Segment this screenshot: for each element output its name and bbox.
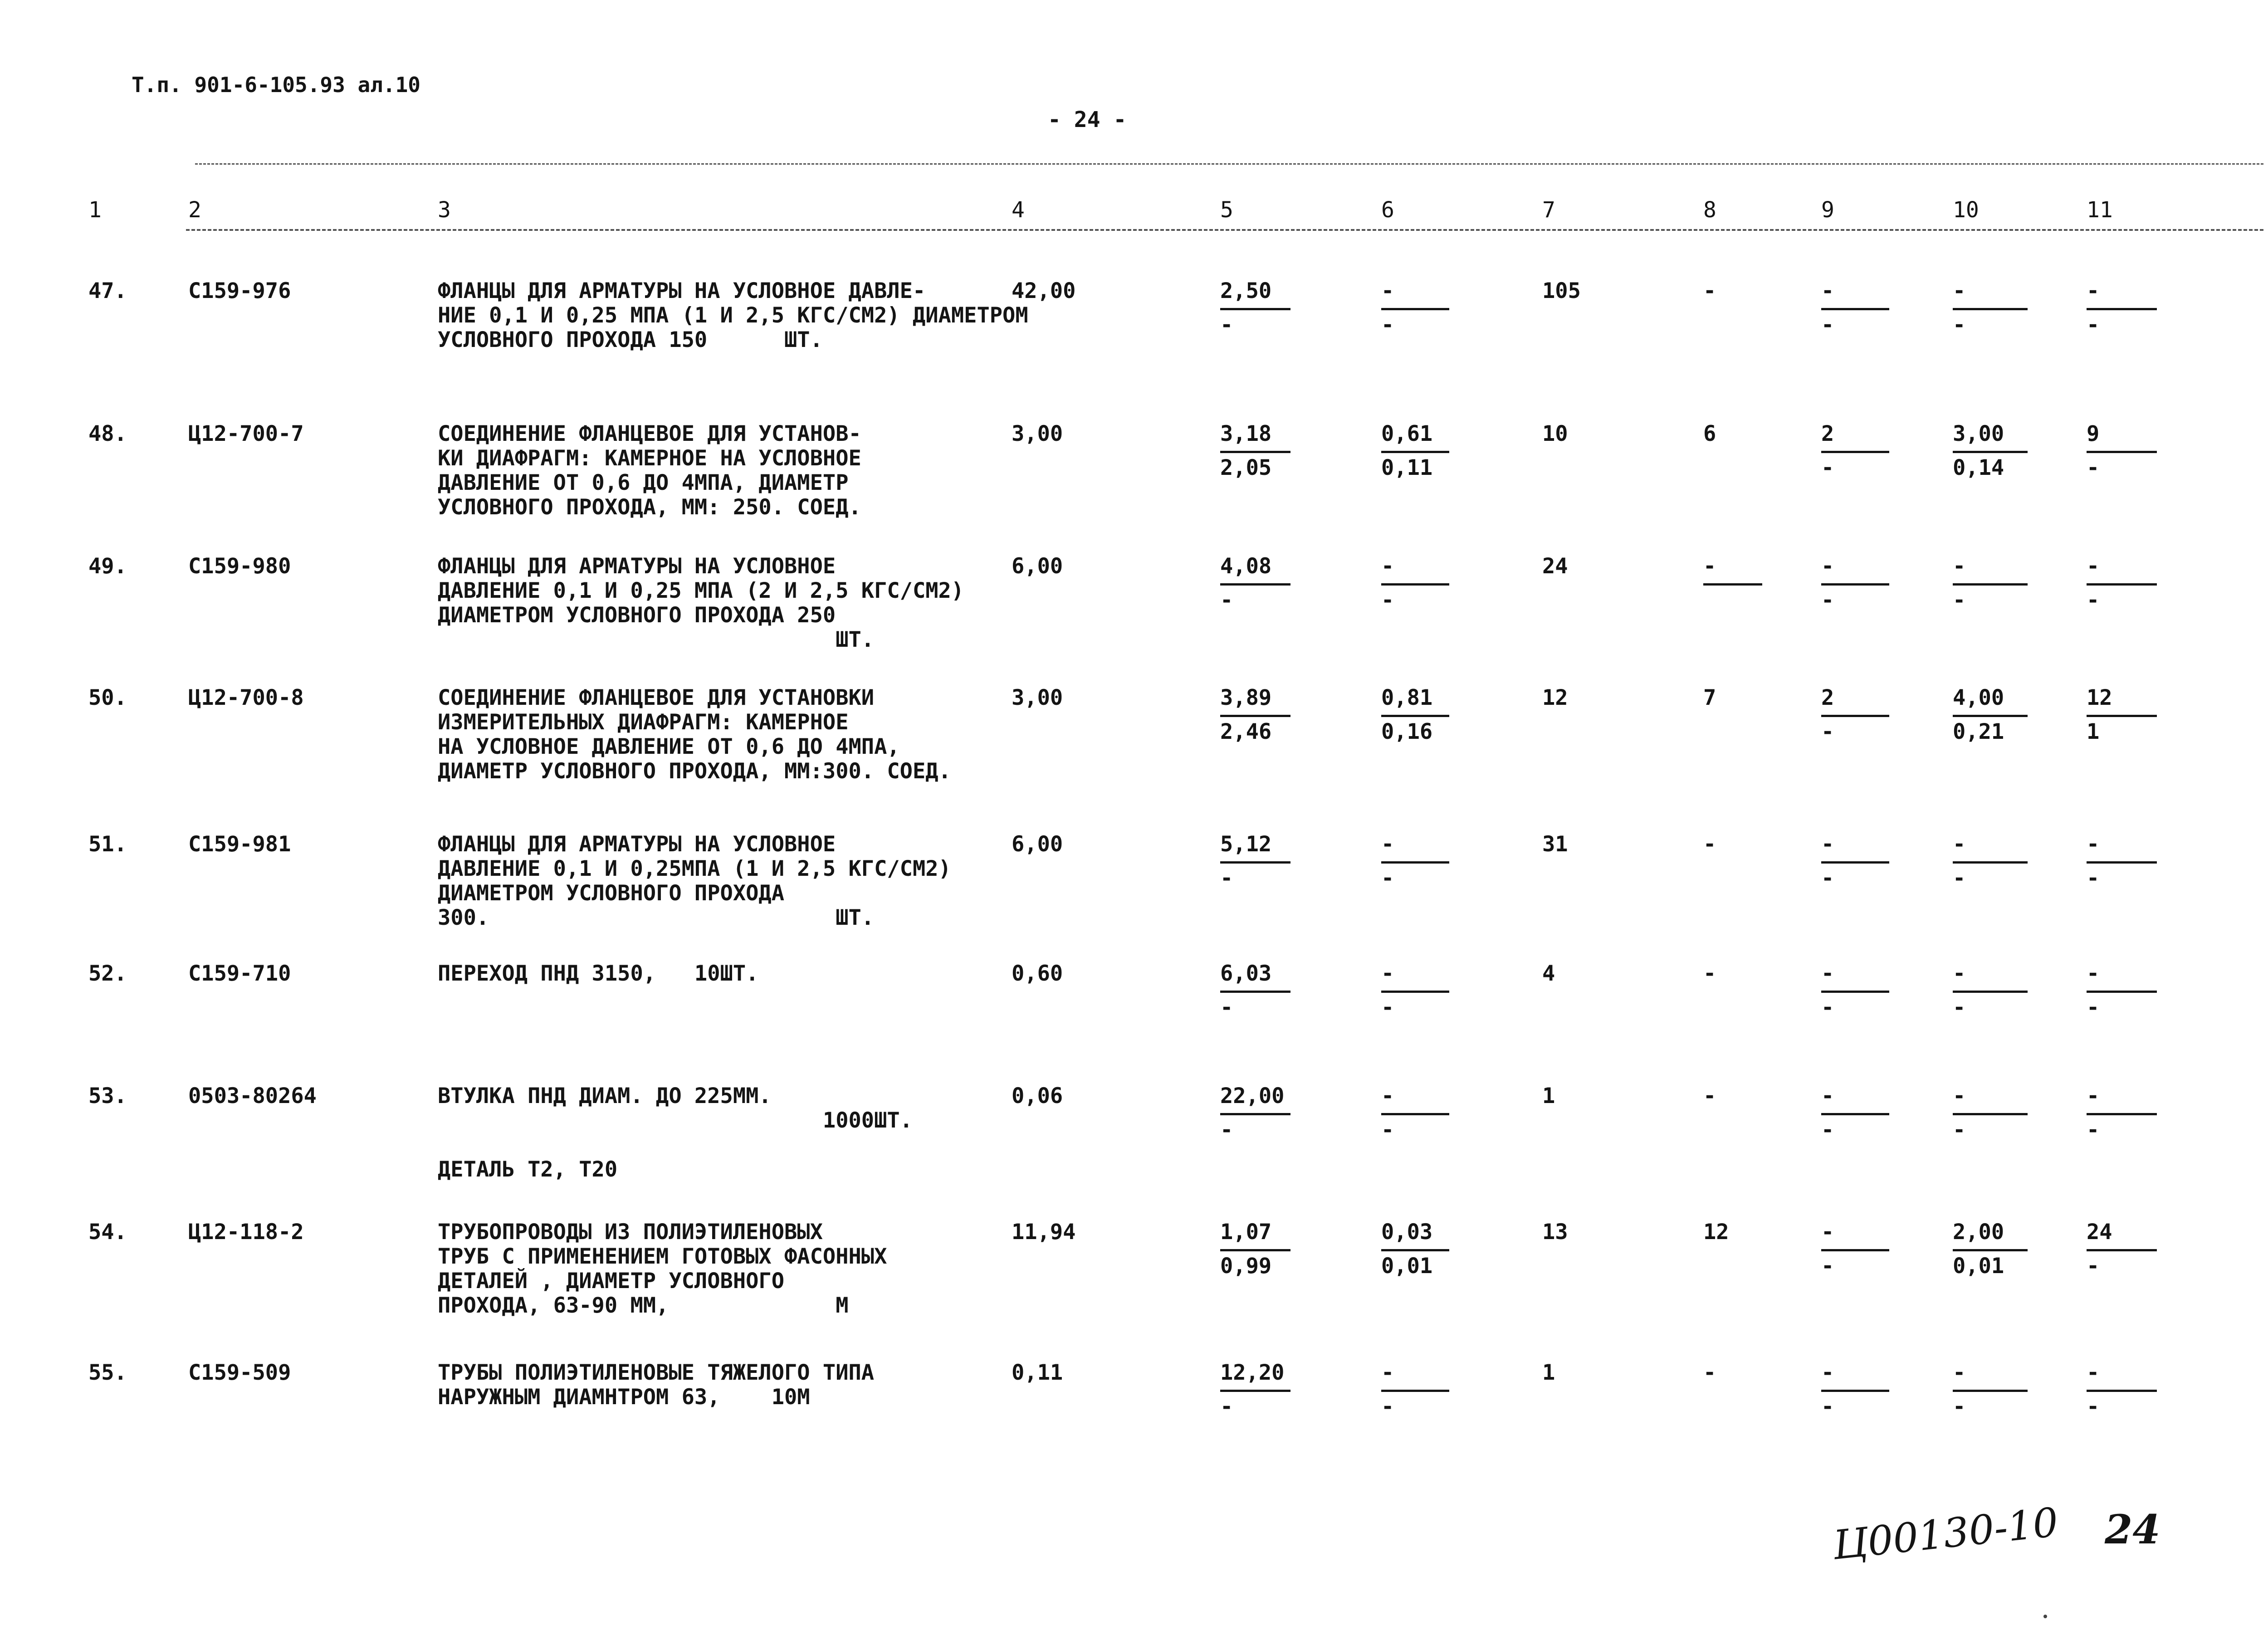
fraction-bar bbox=[1381, 861, 1449, 864]
fraction-bar bbox=[1953, 991, 2028, 993]
description-line: ДИАМЕТРОМ УСЛОВНОГО ПРОХОДА bbox=[438, 881, 785, 906]
fraction-numerator: - bbox=[1381, 554, 1394, 579]
fraction-col5 bbox=[1220, 1084, 1290, 1142]
fraction-col6 bbox=[1381, 279, 1449, 337]
col7-value: 13 bbox=[1542, 1220, 1568, 1245]
fraction-col6 bbox=[1381, 686, 1449, 744]
fraction-numerator: 12 bbox=[2087, 685, 2112, 710]
fraction-denominator: - bbox=[1821, 455, 1834, 480]
fraction-bar bbox=[1381, 451, 1449, 453]
fraction-denominator: 2,05 bbox=[1220, 455, 1272, 480]
fraction-denominator: - bbox=[1220, 588, 1233, 613]
fraction-denominator: - bbox=[1821, 719, 1834, 744]
fraction-denominator: - bbox=[1953, 312, 1966, 337]
work-description bbox=[438, 1084, 913, 1182]
fraction-bar bbox=[1953, 715, 2028, 717]
fraction-col9 bbox=[1821, 279, 1889, 337]
fraction-denominator: 0,99 bbox=[1220, 1254, 1272, 1279]
work-description bbox=[438, 422, 861, 520]
description-line: СОЕДИНЕНИЕ ФЛАНЦЕВОЕ ДЛЯ УСТАНОВ- bbox=[438, 421, 861, 446]
fraction-numerator: 24 bbox=[2087, 1220, 2112, 1245]
column-number-2: 2 bbox=[188, 197, 201, 223]
fraction-denominator: - bbox=[1953, 866, 1966, 891]
description-line: НИЕ 0,1 И 0,25 МПА (1 И 2,5 КГС/СМ2) ДИАМЕТРОМ bbox=[438, 303, 1028, 328]
fraction-col6 bbox=[1381, 832, 1449, 891]
quantity: 0,06 bbox=[1012, 1084, 1063, 1108]
fraction-numerator: - bbox=[1381, 1360, 1394, 1385]
fraction-bar bbox=[1821, 1113, 1889, 1115]
work-description bbox=[438, 962, 758, 986]
col8-value: 7 bbox=[1703, 685, 1716, 710]
col8-value: - bbox=[1703, 961, 1716, 986]
fraction-col10 bbox=[1953, 1361, 2028, 1419]
description-line: ПЕРЕХОД ПНД 3150, 10ШТ. bbox=[438, 961, 759, 986]
row-number: 54. bbox=[88, 1220, 127, 1245]
fraction-numerator: - bbox=[1821, 278, 1834, 303]
col7-value: 105 bbox=[1542, 278, 1581, 303]
column-number-1: 1 bbox=[88, 197, 102, 223]
fraction-numerator: - bbox=[2087, 1360, 2100, 1385]
fraction-numerator: - bbox=[2087, 961, 2100, 986]
fraction-bar bbox=[1703, 583, 1762, 586]
fraction-numerator: 4,00 bbox=[1953, 685, 2004, 710]
fraction-col6 bbox=[1381, 554, 1449, 613]
row-number: 52. bbox=[88, 961, 127, 986]
col7-value: 12 bbox=[1542, 685, 1568, 710]
fraction-col6 bbox=[1381, 1361, 1449, 1419]
col7-value: 1 bbox=[1542, 1360, 1555, 1385]
fraction-bar bbox=[1821, 583, 1889, 586]
fraction-bar bbox=[2087, 1249, 2157, 1251]
description-line: ИЗМЕРИТЕЛЬНЫХ ДИАФРАГМ: КАМЕРНОЕ bbox=[438, 710, 849, 735]
fraction-denominator: 2,46 bbox=[1220, 719, 1272, 744]
fraction-numerator: 4,08 bbox=[1220, 554, 1272, 579]
fraction-col9 bbox=[1821, 1361, 1889, 1419]
col8-value: 12 bbox=[1703, 1220, 1729, 1245]
fraction-bar bbox=[1381, 1249, 1449, 1251]
fraction-numerator: - bbox=[1953, 1084, 1966, 1108]
description-line: ДИАМЕТРОМ УСЛОВНОГО ПРОХОДА 250 bbox=[438, 603, 836, 628]
fraction-col11 bbox=[2087, 279, 2157, 337]
quantity: 11,94 bbox=[1012, 1220, 1076, 1245]
handwritten-code: Ц00130-10 bbox=[1830, 1499, 2061, 1569]
fraction-col5 bbox=[1220, 962, 1290, 1020]
col7-value: 31 bbox=[1542, 832, 1568, 857]
description-line: ТРУБОПРОВОДЫ ИЗ ПОЛИЭТИЛЕНОВЫХ bbox=[438, 1220, 823, 1245]
price-code: 0503-80264 bbox=[188, 1084, 317, 1108]
fraction-numerator: - bbox=[2087, 278, 2100, 303]
fraction-col5 bbox=[1220, 686, 1290, 744]
fraction-col11 bbox=[2087, 962, 2157, 1020]
col8-value: - bbox=[1703, 1360, 1716, 1385]
row-number: 53. bbox=[88, 1084, 127, 1108]
price-code: С159-710 bbox=[188, 961, 291, 986]
fraction-col6 bbox=[1381, 1220, 1449, 1279]
fraction-bar bbox=[1220, 715, 1290, 717]
fraction-numerator: 0,61 bbox=[1381, 421, 1433, 446]
fraction-denominator: - bbox=[2087, 866, 2100, 891]
description-line: ПРОХОДА, 63-90 ММ, М bbox=[438, 1293, 849, 1318]
fraction-col10 bbox=[1953, 279, 2028, 337]
fraction-numerator: - bbox=[1821, 1360, 1834, 1385]
fraction-denominator bbox=[1703, 588, 1762, 613]
fraction-denominator: - bbox=[1381, 312, 1394, 337]
description-line: ДИАМЕТР УСЛОВНОГО ПРОХОДА, ММ:300. СОЕД. bbox=[438, 759, 951, 784]
fraction-col11 bbox=[2087, 422, 2157, 480]
price-code: С159-976 bbox=[188, 278, 291, 303]
fraction-col6 bbox=[1381, 962, 1449, 1020]
quantity: 0,11 bbox=[1012, 1360, 1063, 1385]
description-line: ФЛАНЦЫ ДЛЯ АРМАТУРЫ НА УСЛОВНОЕ ДАВЛЕ- bbox=[438, 278, 926, 303]
description-line: СОЕДИНЕНИЕ ФЛАНЦЕВОЕ ДЛЯ УСТАНОВКИ bbox=[438, 685, 875, 710]
work-description bbox=[438, 832, 951, 930]
fraction-numerator: 3,89 bbox=[1220, 685, 1272, 710]
fraction-col9 bbox=[1821, 554, 1889, 613]
fraction-col9 bbox=[1821, 1220, 1889, 1279]
fraction-denominator: - bbox=[1381, 1394, 1394, 1419]
fraction-bar bbox=[1220, 991, 1290, 993]
fraction-numerator: - bbox=[1821, 832, 1834, 857]
fraction-numerator: - bbox=[1821, 961, 1834, 986]
fraction-numerator: - bbox=[1953, 832, 1966, 857]
fraction-col10 bbox=[1953, 422, 2028, 480]
column-number-4: 4 bbox=[1012, 197, 1025, 223]
fraction-col5 bbox=[1220, 1220, 1290, 1279]
fraction-denominator: - bbox=[1821, 866, 1834, 891]
fraction-col10 bbox=[1953, 1220, 2028, 1279]
fraction-bar bbox=[1821, 861, 1889, 864]
fraction-denominator: - bbox=[2087, 1254, 2100, 1279]
description-line: ДАВЛЕНИЕ 0,1 И 0,25МПА (1 И 2,5 КГС/СМ2) bbox=[438, 856, 951, 881]
fraction-bar bbox=[1381, 1390, 1449, 1392]
fraction-numerator: - bbox=[1953, 554, 1966, 579]
fraction-col9 bbox=[1821, 962, 1889, 1020]
col7-value: 24 bbox=[1542, 554, 1568, 579]
fraction-numerator: 0,03 bbox=[1381, 1220, 1433, 1245]
fraction-bar bbox=[2087, 308, 2157, 310]
fraction-numerator: - bbox=[2087, 832, 2100, 857]
fraction-numerator: 9 bbox=[2087, 421, 2100, 446]
fraction-numerator: 3,00 bbox=[1953, 421, 2004, 446]
description-line: ВТУЛКА ПНД ДИАМ. ДО 225ММ. bbox=[438, 1084, 772, 1108]
description-line: ТРУБ С ПРИМЕНЕНИЕМ ГОТОВЫХ ФАСОННЫХ bbox=[438, 1244, 887, 1269]
fraction-numerator: 12,20 bbox=[1220, 1360, 1285, 1385]
fraction-col11 bbox=[2087, 1084, 2157, 1142]
fraction-col9 bbox=[1821, 422, 1889, 480]
fraction-bar bbox=[2087, 1390, 2157, 1392]
description-line: 1000ШТ. bbox=[438, 1108, 913, 1133]
fraction-denominator: 0,01 bbox=[1953, 1254, 2004, 1279]
fraction-denominator: 0,16 bbox=[1381, 719, 1433, 744]
fraction-col11 bbox=[2087, 554, 2157, 613]
fraction-bar bbox=[1220, 1113, 1290, 1115]
quantity: 0,60 bbox=[1012, 961, 1063, 986]
fraction-numerator: 1,07 bbox=[1220, 1220, 1272, 1245]
fraction-denominator: 0,01 bbox=[1381, 1254, 1433, 1279]
fraction-bar bbox=[1220, 1390, 1290, 1392]
fraction-bar bbox=[1381, 583, 1449, 586]
fraction-bar bbox=[2087, 715, 2157, 717]
fraction-bar bbox=[1821, 308, 1889, 310]
fraction-bar bbox=[2087, 583, 2157, 586]
fraction-denominator: - bbox=[2087, 1394, 2100, 1419]
fraction-bar bbox=[1953, 451, 2028, 453]
col8-value: - bbox=[1703, 278, 1716, 303]
fraction-denominator: - bbox=[2087, 455, 2100, 480]
description-line: КИ ДИАФРАГМ: КАМЕРНОЕ НА УСЛОВНОЕ bbox=[438, 446, 861, 471]
column-number-7: 7 bbox=[1542, 197, 1555, 223]
work-description bbox=[438, 279, 1028, 352]
fraction-bar bbox=[1220, 308, 1290, 310]
work-description bbox=[438, 1220, 887, 1318]
fraction-bar bbox=[1821, 1249, 1889, 1251]
description-line: УСЛОВНОГО ПРОХОДА 150 ШТ. bbox=[438, 327, 823, 352]
work-description bbox=[438, 686, 951, 784]
fraction-bar bbox=[2087, 1113, 2157, 1115]
col8-value: - bbox=[1703, 832, 1716, 857]
price-code: Ц12-118-2 bbox=[188, 1220, 304, 1245]
description-line: ДАВЛЕНИЕ ОТ 0,6 ДО 4МПА, ДИАМЕТР bbox=[438, 470, 849, 495]
fraction-numerator: - bbox=[1953, 1360, 1966, 1385]
fraction-bar bbox=[1821, 715, 1889, 717]
description-line: ТРУБЫ ПОЛИЭТИЛЕНОВЫЕ ТЯЖЕЛОГО ТИПА bbox=[438, 1360, 875, 1385]
fraction-col8 bbox=[1703, 554, 1762, 613]
row-number: 47. bbox=[88, 278, 127, 303]
col8-value: - bbox=[1703, 1084, 1716, 1108]
fraction-denominator: - bbox=[1821, 312, 1834, 337]
fraction-bar bbox=[1953, 861, 2028, 864]
fraction-bar bbox=[2087, 861, 2157, 864]
description-line: 300. ШТ. bbox=[438, 905, 875, 930]
fraction-denominator: - bbox=[1381, 866, 1394, 891]
fraction-numerator: - bbox=[1703, 554, 1716, 579]
table-top-rule bbox=[195, 163, 2263, 165]
fraction-denominator: - bbox=[1220, 866, 1233, 891]
fraction-denominator: - bbox=[1821, 995, 1834, 1020]
fraction-bar bbox=[1381, 1113, 1449, 1115]
fraction-col6 bbox=[1381, 1084, 1449, 1142]
fraction-bar bbox=[1381, 991, 1449, 993]
fraction-numerator: 2,50 bbox=[1220, 278, 1272, 303]
fraction-col5 bbox=[1220, 554, 1290, 613]
fraction-col5 bbox=[1220, 1361, 1290, 1419]
fraction-col11 bbox=[2087, 686, 2157, 744]
page-number: - 24 - bbox=[1048, 107, 1127, 132]
ink-dot bbox=[2043, 1615, 2047, 1618]
fraction-bar bbox=[1220, 1249, 1290, 1251]
quantity: 42,00 bbox=[1012, 278, 1076, 303]
fraction-numerator: - bbox=[1821, 1220, 1834, 1245]
fraction-col11 bbox=[2087, 1220, 2157, 1279]
fraction-col9 bbox=[1821, 686, 1889, 744]
column-number-5: 5 bbox=[1220, 197, 1233, 223]
work-description bbox=[438, 554, 964, 652]
fraction-denominator: - bbox=[1821, 1118, 1834, 1142]
fraction-denominator: - bbox=[2087, 588, 2100, 613]
fraction-col11 bbox=[2087, 832, 2157, 891]
description-line: ФЛАНЦЫ ДЛЯ АРМАТУРЫ НА УСЛОВНОЕ bbox=[438, 832, 836, 857]
description-line: ФЛАНЦЫ ДЛЯ АРМАТУРЫ НА УСЛОВНОЕ bbox=[438, 554, 836, 579]
fraction-denominator: 0,11 bbox=[1381, 455, 1433, 480]
fraction-bar bbox=[1220, 861, 1290, 864]
row-number: 50. bbox=[88, 685, 127, 710]
fraction-bar bbox=[1953, 1113, 2028, 1115]
fraction-numerator: - bbox=[1381, 832, 1394, 857]
price-code: Ц12-700-7 bbox=[188, 421, 304, 446]
quantity: 3,00 bbox=[1012, 421, 1063, 446]
fraction-bar bbox=[1821, 451, 1889, 453]
fraction-numerator: - bbox=[1381, 1084, 1394, 1108]
fraction-col10 bbox=[1953, 1084, 2028, 1142]
fraction-numerator: 2,00 bbox=[1953, 1220, 2004, 1245]
fraction-denominator: 0,14 bbox=[1953, 455, 2004, 480]
fraction-denominator: - bbox=[1381, 1118, 1394, 1142]
fraction-col5 bbox=[1220, 422, 1290, 480]
fraction-denominator: - bbox=[1821, 1254, 1834, 1279]
fraction-bar bbox=[2087, 991, 2157, 993]
column-number-11: 11 bbox=[2087, 197, 2113, 223]
fraction-numerator: - bbox=[1953, 961, 1966, 986]
col7-value: 1 bbox=[1542, 1084, 1555, 1108]
fraction-col5 bbox=[1220, 279, 1290, 337]
col7-value: 4 bbox=[1542, 961, 1555, 986]
fraction-numerator: 22,00 bbox=[1220, 1084, 1285, 1108]
fraction-col10 bbox=[1953, 832, 2028, 891]
description-line: НА УСЛОВНОЕ ДАВЛЕНИЕ ОТ 0,6 ДО 4МПА, bbox=[438, 734, 900, 759]
price-code: Ц12-700-8 bbox=[188, 685, 304, 710]
fraction-denominator: - bbox=[1953, 1118, 1966, 1142]
fraction-bar bbox=[1220, 451, 1290, 453]
fraction-bar bbox=[1220, 583, 1290, 586]
fraction-col10 bbox=[1953, 554, 2028, 613]
fraction-bar bbox=[1953, 1249, 2028, 1251]
row-number: 51. bbox=[88, 832, 127, 857]
fraction-denominator: - bbox=[1220, 1394, 1233, 1419]
fraction-numerator: 2 bbox=[1821, 421, 1834, 446]
quantity: 3,00 bbox=[1012, 685, 1063, 710]
fraction-numerator: - bbox=[2087, 1084, 2100, 1108]
price-code: С159-981 bbox=[188, 832, 291, 857]
price-code: С159-509 bbox=[188, 1360, 291, 1385]
fraction-bar bbox=[1381, 308, 1449, 310]
fraction-denominator: 0,21 bbox=[1953, 719, 2004, 744]
fraction-numerator: - bbox=[1953, 278, 1966, 303]
description-line: ДАВЛЕНИЕ 0,1 И 0,25 МПА (2 И 2,5 КГС/СМ2) bbox=[438, 578, 964, 603]
fraction-denominator: - bbox=[2087, 312, 2100, 337]
fraction-numerator: 2 bbox=[1821, 685, 1834, 710]
fraction-denominator: - bbox=[1220, 1118, 1233, 1142]
fraction-denominator: - bbox=[1821, 588, 1834, 613]
fraction-numerator: - bbox=[2087, 554, 2100, 579]
description-line: ШТ. bbox=[438, 627, 875, 652]
fraction-bar bbox=[1381, 715, 1449, 717]
fraction-denominator: - bbox=[1953, 995, 1966, 1020]
fraction-denominator: 1 bbox=[2087, 719, 2100, 744]
fraction-numerator: 3,18 bbox=[1220, 421, 1272, 446]
fraction-bar bbox=[1953, 583, 2028, 586]
fraction-denominator: - bbox=[1381, 588, 1394, 613]
fraction-denominator: - bbox=[1220, 995, 1233, 1020]
row-number: 55. bbox=[88, 1360, 127, 1385]
column-number-3: 3 bbox=[438, 197, 451, 223]
quantity: 6,00 bbox=[1012, 554, 1063, 579]
description-line: ДЕТАЛЬ Т2, Т20 bbox=[438, 1157, 618, 1182]
column-number-9: 9 bbox=[1821, 197, 1834, 223]
description-line: УСЛОВНОГО ПРОХОДА, ММ: 250. СОЕД. bbox=[438, 495, 861, 520]
fraction-denominator: - bbox=[1953, 1394, 1966, 1419]
description-line bbox=[438, 1133, 913, 1157]
fraction-denominator: - bbox=[2087, 1118, 2100, 1142]
fraction-numerator: - bbox=[1381, 278, 1394, 303]
fraction-numerator: - bbox=[1821, 554, 1834, 579]
fraction-bar bbox=[1821, 991, 1889, 993]
row-number: 48. bbox=[88, 421, 127, 446]
fraction-denominator: - bbox=[1953, 588, 1966, 613]
fraction-numerator: - bbox=[1821, 1084, 1834, 1108]
fraction-denominator: - bbox=[2087, 995, 2100, 1020]
fraction-col5 bbox=[1220, 832, 1290, 891]
fraction-numerator: 6,03 bbox=[1220, 961, 1272, 986]
fraction-bar bbox=[1821, 1390, 1889, 1392]
fraction-bar bbox=[1953, 1390, 2028, 1392]
description-line: НАРУЖНЫМ ДИАМНТРОМ 63, 10М bbox=[438, 1385, 810, 1410]
fraction-denominator: - bbox=[1821, 1394, 1834, 1419]
col8-value: 6 bbox=[1703, 421, 1716, 446]
fraction-denominator: - bbox=[1220, 312, 1233, 337]
fraction-numerator: - bbox=[1381, 961, 1394, 986]
fraction-col9 bbox=[1821, 832, 1889, 891]
fraction-col10 bbox=[1953, 686, 2028, 744]
fraction-col6 bbox=[1381, 422, 1449, 480]
row-number: 49. bbox=[88, 554, 127, 579]
handwritten-page: 24 bbox=[2105, 1506, 2160, 1553]
fraction-col11 bbox=[2087, 1361, 2157, 1419]
fraction-col9 bbox=[1821, 1084, 1889, 1142]
price-code: С159-980 bbox=[188, 554, 291, 579]
column-number-10: 10 bbox=[1953, 197, 1979, 223]
description-line: ДЕТАЛЕЙ , ДИАМЕТР УСЛОВНОГО bbox=[438, 1269, 785, 1294]
fraction-bar bbox=[1953, 308, 2028, 310]
table-header-rule bbox=[186, 229, 2263, 231]
document-code: Т.п. 901-6-105.93 ал.10 bbox=[132, 73, 420, 97]
work-description bbox=[438, 1361, 874, 1410]
fraction-bar bbox=[2087, 451, 2157, 453]
fraction-col10 bbox=[1953, 962, 2028, 1020]
column-number-8: 8 bbox=[1703, 197, 1716, 223]
quantity: 6,00 bbox=[1012, 832, 1063, 857]
column-number-6: 6 bbox=[1381, 197, 1394, 223]
col7-value: 10 bbox=[1542, 421, 1568, 446]
fraction-numerator: 5,12 bbox=[1220, 832, 1272, 857]
fraction-denominator: - bbox=[1381, 995, 1394, 1020]
fraction-numerator: 0,81 bbox=[1381, 685, 1433, 710]
